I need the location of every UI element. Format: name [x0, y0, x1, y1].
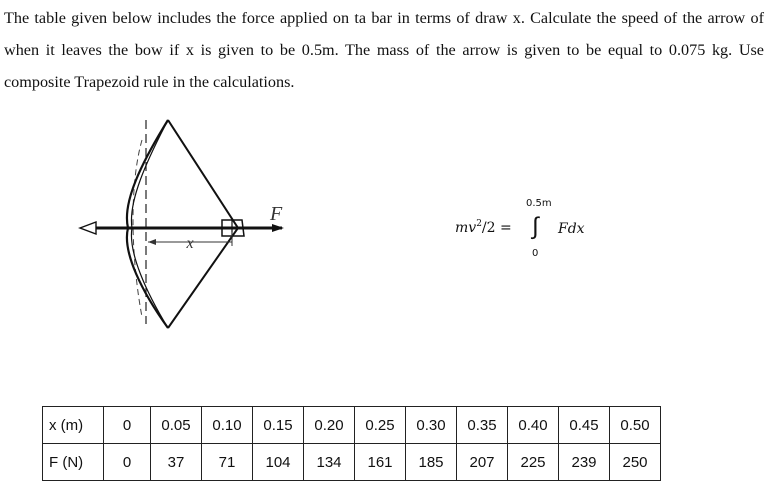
table-cell: 250: [610, 444, 661, 481]
table-cell: 0.15: [253, 407, 304, 444]
table-cell: 239: [559, 444, 610, 481]
force-label: F: [270, 203, 283, 225]
bow-and-arrow-diagram: [72, 112, 302, 334]
table-cell: 207: [457, 444, 508, 481]
table-cell: 104: [253, 444, 304, 481]
table-cell: 0: [104, 444, 151, 481]
table-cell: 161: [355, 444, 406, 481]
table-cell: 0.25: [355, 407, 406, 444]
table-cell: 0.35: [457, 407, 508, 444]
table-cell: 0: [104, 407, 151, 444]
problem-statement: The table given below includes the force applied on ta bar in terms of draw x. Calculate the speed of the arrow of when it leaves the bow if x is given to be 0.5m. The mass of the arrow is given to be equal to 0.075 kg. Use composite Trapezoid rule in the calculations.: [4, 9, 764, 91]
table-header-f: F (N): [43, 444, 104, 481]
table-row-f: [43, 444, 661, 481]
integrand: Fdx: [558, 221, 585, 237]
table-cell: 225: [508, 444, 559, 481]
table-cell: 0.45: [559, 407, 610, 444]
table-cell: 0.20: [304, 407, 355, 444]
table-cell: 37: [151, 444, 202, 481]
table-cell: 134: [304, 444, 355, 481]
integral-sign: ∫: [532, 212, 539, 240]
table-row-x: [43, 407, 661, 444]
integral-upper-limit: 0.5m: [526, 198, 552, 209]
table-cell: 0.30: [406, 407, 457, 444]
table-cell: 185: [406, 444, 457, 481]
table-cell: 0.50: [610, 407, 661, 444]
table-cell: 71: [202, 444, 253, 481]
arrow-head: [80, 222, 96, 234]
formula-lhs: $mv^2/2$ =: [455, 219, 512, 236]
drawn-string: [168, 120, 238, 328]
force-arrow-tip: [272, 224, 284, 232]
work-energy-formula: [450, 192, 600, 264]
table-header-x: x (m): [43, 407, 104, 444]
table-cell: 0.10: [202, 407, 253, 444]
table-cell: 0.05: [151, 407, 202, 444]
draw-label: x: [186, 235, 194, 252]
force-draw-table: [42, 406, 661, 481]
integral-lower-limit: 0: [532, 248, 539, 259]
table-cell: 0.40: [508, 407, 559, 444]
